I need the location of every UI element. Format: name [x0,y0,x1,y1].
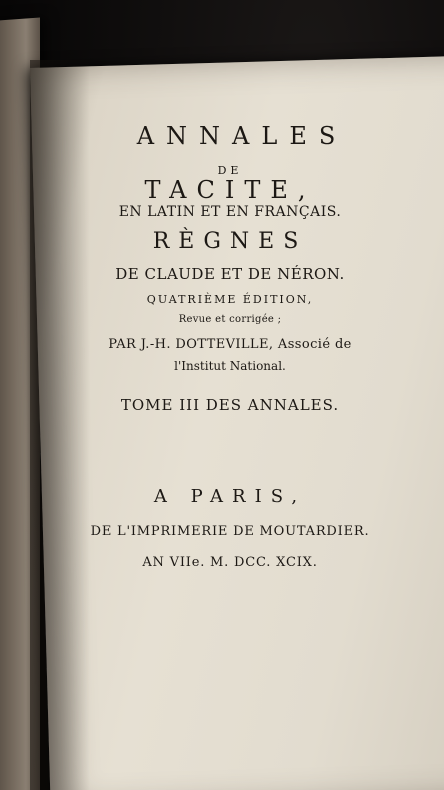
imprint-printer: DE L'IMPRIMERIE DE MOUTARDIER. [90,524,370,539]
imprint-date: AN VIIe. M. DCC. XCIX. [142,555,318,570]
title-regnes: RÈGNES [152,229,308,254]
imprint-place: A PARIS, [153,486,307,507]
volume-line: TOME III DES ANNALES. [120,396,340,414]
institution-line: l'Institut National. [174,359,286,373]
title-tacite: TACITE, [144,176,316,204]
author-line: PAR J.-H. DOTTEVILLE, Associé de [108,337,352,352]
edition-statement: QUATRIÈME ÉDITION, [146,293,314,306]
title-de: DE [217,164,243,177]
title-annales: ANNALES [136,122,348,150]
subtitle-reigns: DE CLAUDE ET DE NÉRON. [115,265,345,283]
subtitle-languages: EN LATIN ET EN FRANÇAIS. [118,204,342,220]
revision-statement: Revue et corrigée ; [178,314,282,325]
